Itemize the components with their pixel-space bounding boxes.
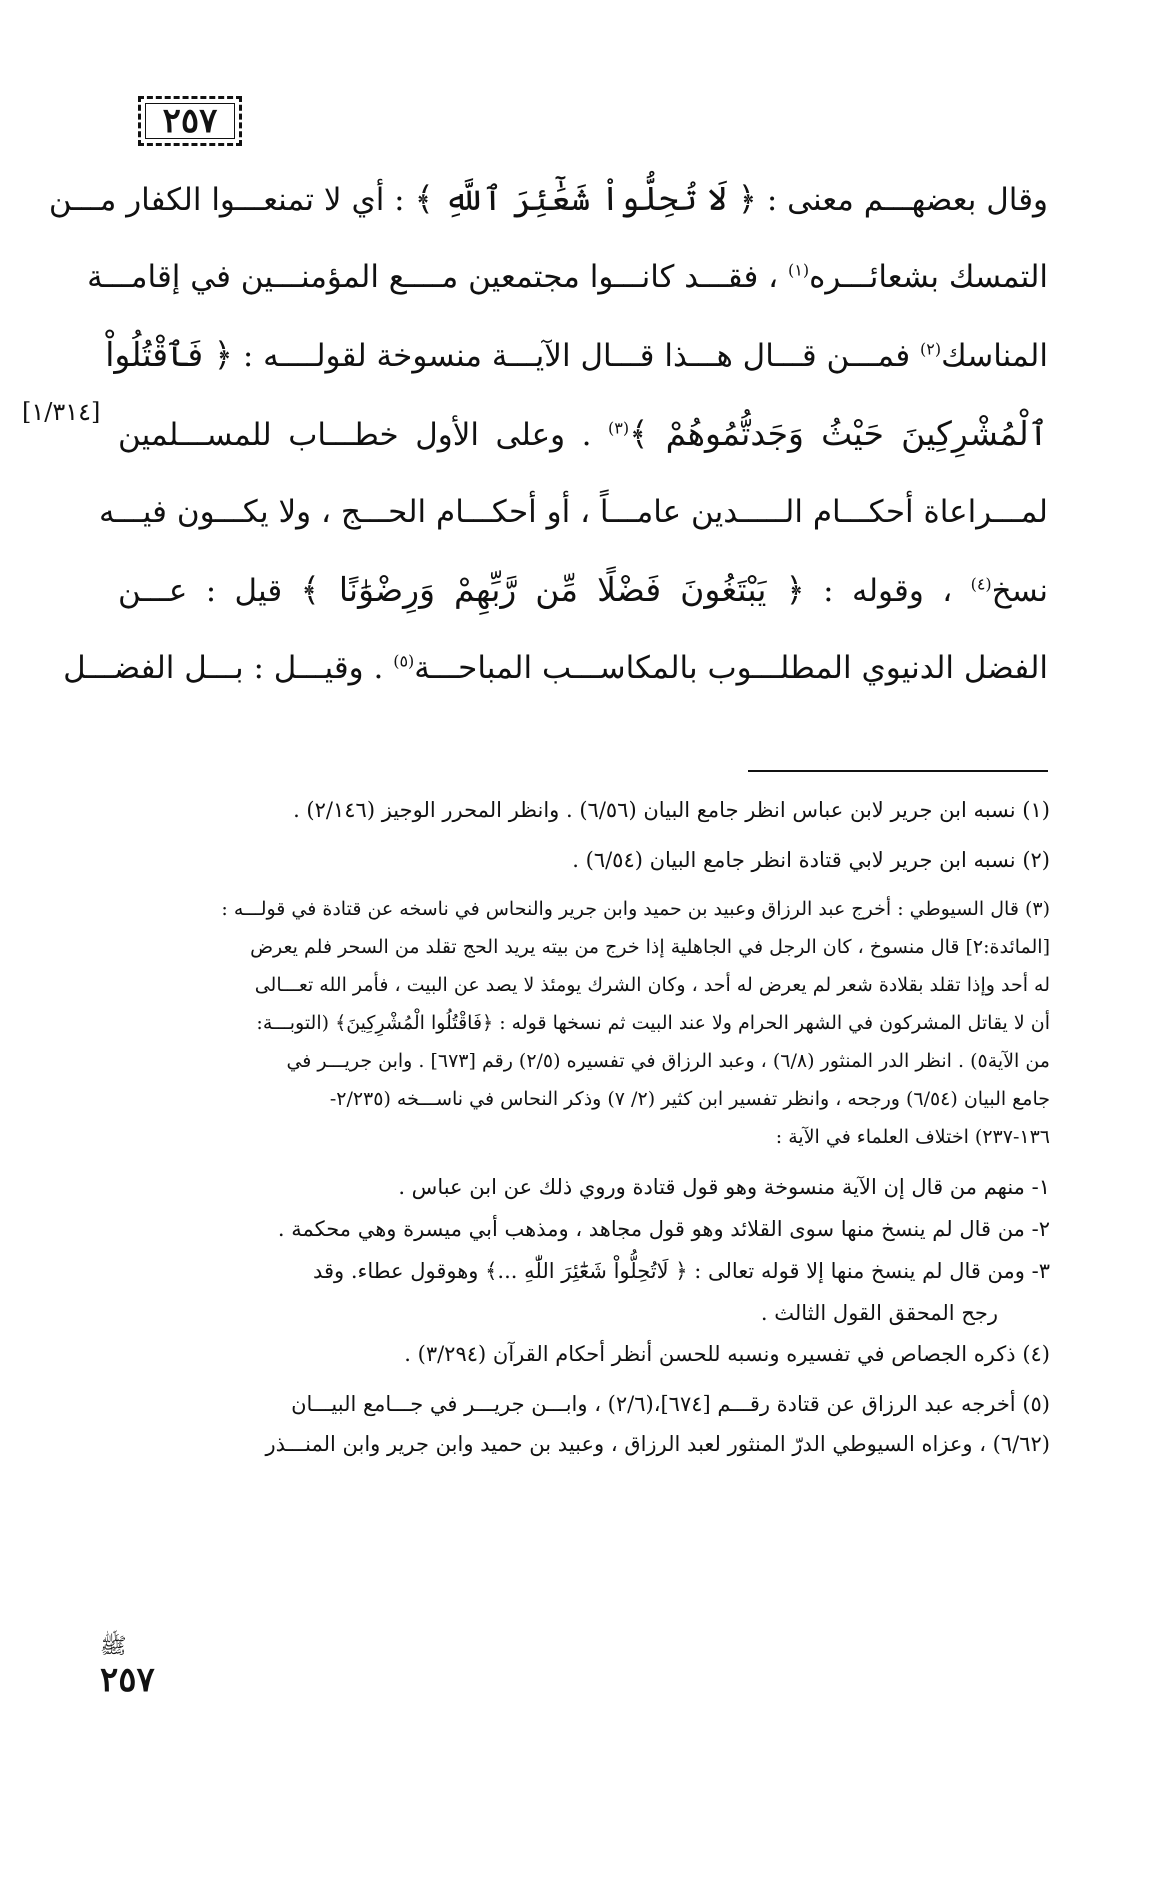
- quran-verse: ٱلْمُشْرِكِينَ حَيْثُ وَجَدتُّمُوهُمْ ﴾: [629, 414, 1048, 453]
- continuation-mark-icon: ﷺ: [100, 1634, 127, 1659]
- footnote-1: (١) نسبه ابن جرير لابن عباس انظر جامع البيان (٦/٥٦) . وانظر المحرر الوجيز (٢/١٤٦) .: [293, 798, 1050, 822]
- footnote-ref-3[interactable]: (٣): [608, 418, 630, 438]
- footnote-separator: [748, 770, 1048, 772]
- main-line-5: لمـــراعاة أحكـــام الـــــدين عامـــاً ، أو أحكـــام الحـــج ، ولا يكـــون فيـــه: [98, 494, 1048, 530]
- footnote-ref-5[interactable]: (٥): [393, 651, 415, 671]
- bottom-page-number: ٢٥٧: [100, 1660, 155, 1700]
- page-number: ٢٥٧: [162, 101, 218, 141]
- footnote-ref-1[interactable]: (١): [788, 260, 810, 280]
- footnote-ref-4[interactable]: (٤): [970, 574, 992, 594]
- list-item: ٢- من قال لم ينسخ منها سوى القلائد وهو قول مجاهد ، ومذهب أبي ميسرة وهي محكمة .: [277, 1217, 1050, 1241]
- main-line-1: وقال بعضهـــم معنى : ﴿ لَا تُحِلُّواْ شَعَٰٓئِرَ ٱللَّهِ ﴾ : أي لا تمنعـــوا الكفار مـــن: [48, 179, 1048, 218]
- footnote-5: (٥) أخرجه عبد الرزاق عن قتادة رقـــم [٦٧٤]،(٢/٦) ، وابـــن جريـــر في جـــامع البيـــان (٦/٦٢) ، وعزاه السيوطي الدرّ المنثور لعبد الرزاق ، وعبيد بن حميد وابن جرير وابن المنـــذر: [265, 1392, 1050, 1456]
- manuscript-folio-ref: [١/٣١٤]: [22, 398, 101, 426]
- list-item: ١- منهم من قال إن الآية منسوخة وهو قول قتادة وروي ذلك عن ابن عباس .: [398, 1175, 1050, 1199]
- quran-verse: ﴿ فَٱقْتُلُواْ: [105, 335, 233, 374]
- quran-verse: ﴿ يَبْتَغُونَ فَضْلًا مِّن رَّبِّهِمْ وَرِضْوَٰنًا ﴾: [300, 570, 805, 609]
- list-item: ٣- ومن قال لم ينسخ منها إلا قوله تعالى : ﴿ لَاتُحِلُّواْ شَعَٰٓئِرَ اللّٰهِ ...﴾ وهوقول عطاء. وقد: [312, 1259, 1050, 1283]
- main-line-7: الفضل الدنيوي المطلـــوب بالمكاســـب المباحـــة$^{(٥)}$ . وقيـــل : بـــل الفضـــل: [63, 650, 1048, 686]
- footnote-3: (٣) قال السيوطي : أخرج عبد الرزاق وعبيد بن حميد وابن جرير والنحاس في ناسخه عن قتادة في قولـــه : [المائدة:٢] قال منسوخ ، كان الرجل في الجاهلية إذا خرج من بيته يريد الحج تقلد من السحر فلم يعرض له أحد وإذا تقلد بقلادة شعر لم يعرض له أحد ، وكان الشرك يومئذ لا يصد عن البيت ، فأمر الله تعـــالى أن لا يقاتل المشركون في الشهر الحرام ولا عند البيت ثم نسخها قوله : ﴿فَاقْتُلُوا الْمُشْرِكِينَ﴾ (التوبـــة: من الآية٥) . انظر الدر المنثور (٦/٨) ، وعبد الرزاق في تفسيره (٢/٥) رقم [٦٧٣] . وابن جريـــر في جامع البيان (٦/٥٤) ورجحه ، وانظر تفسير ابن كثير (٢/ ٧) وذكر النحاس في ناســـخه (٢/٢٣٥- ١٣٦-٢٣٧) اختلاف العلماء في الآية :: [221, 898, 1050, 1148]
- main-line-4: ٱلْمُشْرِكِينَ حَيْثُ وَجَدتُّمُوهُمْ ﴾$^{(٣)}$ . وعلى الأول خطـــاب للمســـلمين: [118, 414, 1048, 453]
- footnotes: [100, 790, 1050, 1474]
- footnote-ref-2[interactable]: (٢): [920, 339, 942, 359]
- page-number-box: [138, 96, 242, 146]
- list-item-continuation: رجح المحقق القول الثالث .: [760, 1301, 998, 1325]
- main-line-3: المناسك$^{(٢)}$ فمـــن قـــال هـــذا قـــال الآيـــة منسوخة لقولــــه : ﴿ فَٱقْتُلُواْ: [105, 335, 1048, 374]
- quran-verse: ﴿ لَا تُحِلُّواْ شَعَٰٓئِرَ ٱللَّهِ ﴾: [414, 179, 757, 218]
- footnote-2: (٢) نسبه ابن جرير لابي قتادة انظر جامع البيان (٦/٥٤) .: [572, 848, 1050, 872]
- main-line-6: نسخ$^{(٤)}$ ، وقوله : ﴿ يَبْتَغُونَ فَضْلًا مِّن رَّبِّهِمْ وَرِضْوَٰنًا ﴾ قيل : عـــن: [118, 570, 1048, 609]
- footnote-4: (٤) ذكره الجصاص في تفسيره ونسبه للحسن أنظر أحكام القرآن (٣/٢٩٤) .: [404, 1342, 1050, 1366]
- main-line-2: التمسك بشعائـــره$^{(١)}$ ، فقـــد كانـــوا مجتمعين مــــع المؤمنـــين في إقامـــة: [87, 259, 1048, 295]
